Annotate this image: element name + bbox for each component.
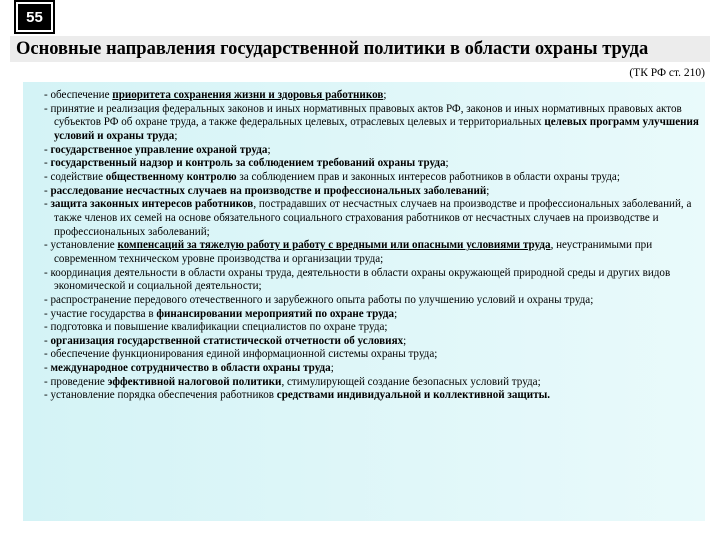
- list-item-text: - подготовка и повышение квалификации специалистов по охране труда;: [44, 321, 388, 334]
- list-item-text: ;: [486, 184, 490, 197]
- list-item: [44, 348, 699, 362]
- list-item: [44, 103, 699, 144]
- list-item-text: , стимулирующей создание безопасных условий труда;: [281, 375, 541, 388]
- list-item-text: - обеспечение: [44, 89, 113, 101]
- slide-number: 55: [14, 0, 55, 34]
- list-item-text: ;: [445, 157, 449, 170]
- list-item-text: ;: [383, 89, 387, 101]
- list-item-text: ;: [403, 334, 407, 347]
- list-item: [44, 239, 699, 266]
- list-item: [44, 267, 699, 294]
- list-item-text: компенсаций за тяжелую работу и работу с вредными или опасными условиями труда: [117, 239, 551, 252]
- page-title: Основные направления государственной политики в области охраны труда: [16, 38, 649, 59]
- list-item-text: организация государственной статистической отчетности об условиях: [50, 334, 404, 347]
- list-item-text: ;: [394, 307, 398, 320]
- list-item: [44, 185, 699, 199]
- list-item-text: , пострадавших от несчастных случаев на производстве и профессиональных заболеваний, а также членов их семей на основе обязательного социального страхования работников от несчастных случаев на производстве и профессиональных заболеваний;: [54, 198, 692, 238]
- list-item: [44, 389, 699, 403]
- list-item-text: государственное управление охраной труда: [50, 143, 268, 156]
- content-panel: [23, 82, 705, 521]
- list-item-text: -: [44, 184, 51, 197]
- list-item-text: - установление: [44, 239, 118, 252]
- list-item-text: , неустранимыми при современном техническом уровне производства и организации труда;: [54, 239, 653, 265]
- list-item: [44, 308, 699, 322]
- list-item-text: средствами индивидуальной и коллективной защиты.: [276, 389, 551, 402]
- list-item-text: - принятие и реализация федеральных законов и иных нормативных правовых актов РФ, законов и иных нормативных правовых актов субъектов РФ об охране труда, а также федеральных целевых, отраслевых целевых и территориальных: [44, 102, 682, 129]
- list-item-text: ;: [330, 362, 334, 375]
- list-item-text: общественному контролю: [105, 170, 237, 183]
- list-item: [44, 144, 699, 158]
- list-item-text: ;: [174, 129, 178, 142]
- list-item: [44, 362, 699, 376]
- list-item: [44, 89, 699, 103]
- list-item: [44, 171, 699, 185]
- list-item-text: международное сотрудничество в области охраны труда: [50, 362, 331, 375]
- list-item-text: ;: [267, 143, 271, 156]
- source-reference: (ТК РФ ст. 210): [629, 67, 705, 79]
- list-item-text: государственный надзор и контроль за соблюдением требований охраны труда: [50, 157, 446, 170]
- list-item-text: -: [44, 198, 51, 211]
- policy-list: [44, 89, 699, 403]
- list-item-text: целевых программ улучшения условий и охраны труда: [54, 116, 699, 142]
- list-item-text: -: [44, 157, 51, 170]
- list-item: [44, 294, 699, 308]
- list-item: [44, 376, 699, 390]
- list-item-text: защита законных интересов работников: [50, 198, 254, 211]
- list-item-text: - обеспечение функционирования единой информационной системы охраны труда;: [44, 348, 438, 361]
- list-item: [44, 198, 699, 239]
- list-item-text: - распространение передового отечественного и зарубежного опыта работы по улучшению условий и охраны труда;: [44, 293, 594, 306]
- list-item-text: - координация деятельности в области охраны труда, деятельности в области охраны окружающей природной среды и других видов экономической и социальной деятельности;: [44, 266, 671, 293]
- list-item-text: финансировании мероприятий по охране труда: [156, 307, 395, 320]
- list-item-text: эффективной налоговой политики: [107, 375, 282, 388]
- list-item-text: - содействие: [44, 170, 106, 183]
- list-item-text: - установление порядка обеспечения работников: [44, 389, 277, 402]
- list-item: [44, 157, 699, 171]
- list-item-text: за соблюдением прав и законных интересов работников в области охраны труда;: [236, 170, 620, 183]
- list-item: [44, 335, 699, 349]
- list-item-text: расследование несчастных случаев на производстве и профессиональных заболеваний: [50, 184, 487, 197]
- list-item-text: приоритета сохранения жизни и здоровья работников: [112, 89, 384, 101]
- list-item-text: -: [44, 362, 51, 375]
- title-bar: [10, 36, 710, 62]
- list-item-text: - участие государства в: [44, 307, 157, 320]
- list-item: [44, 321, 699, 335]
- list-item-text: - проведение: [44, 375, 108, 388]
- list-item-text: -: [44, 334, 51, 347]
- list-item-text: -: [44, 143, 51, 156]
